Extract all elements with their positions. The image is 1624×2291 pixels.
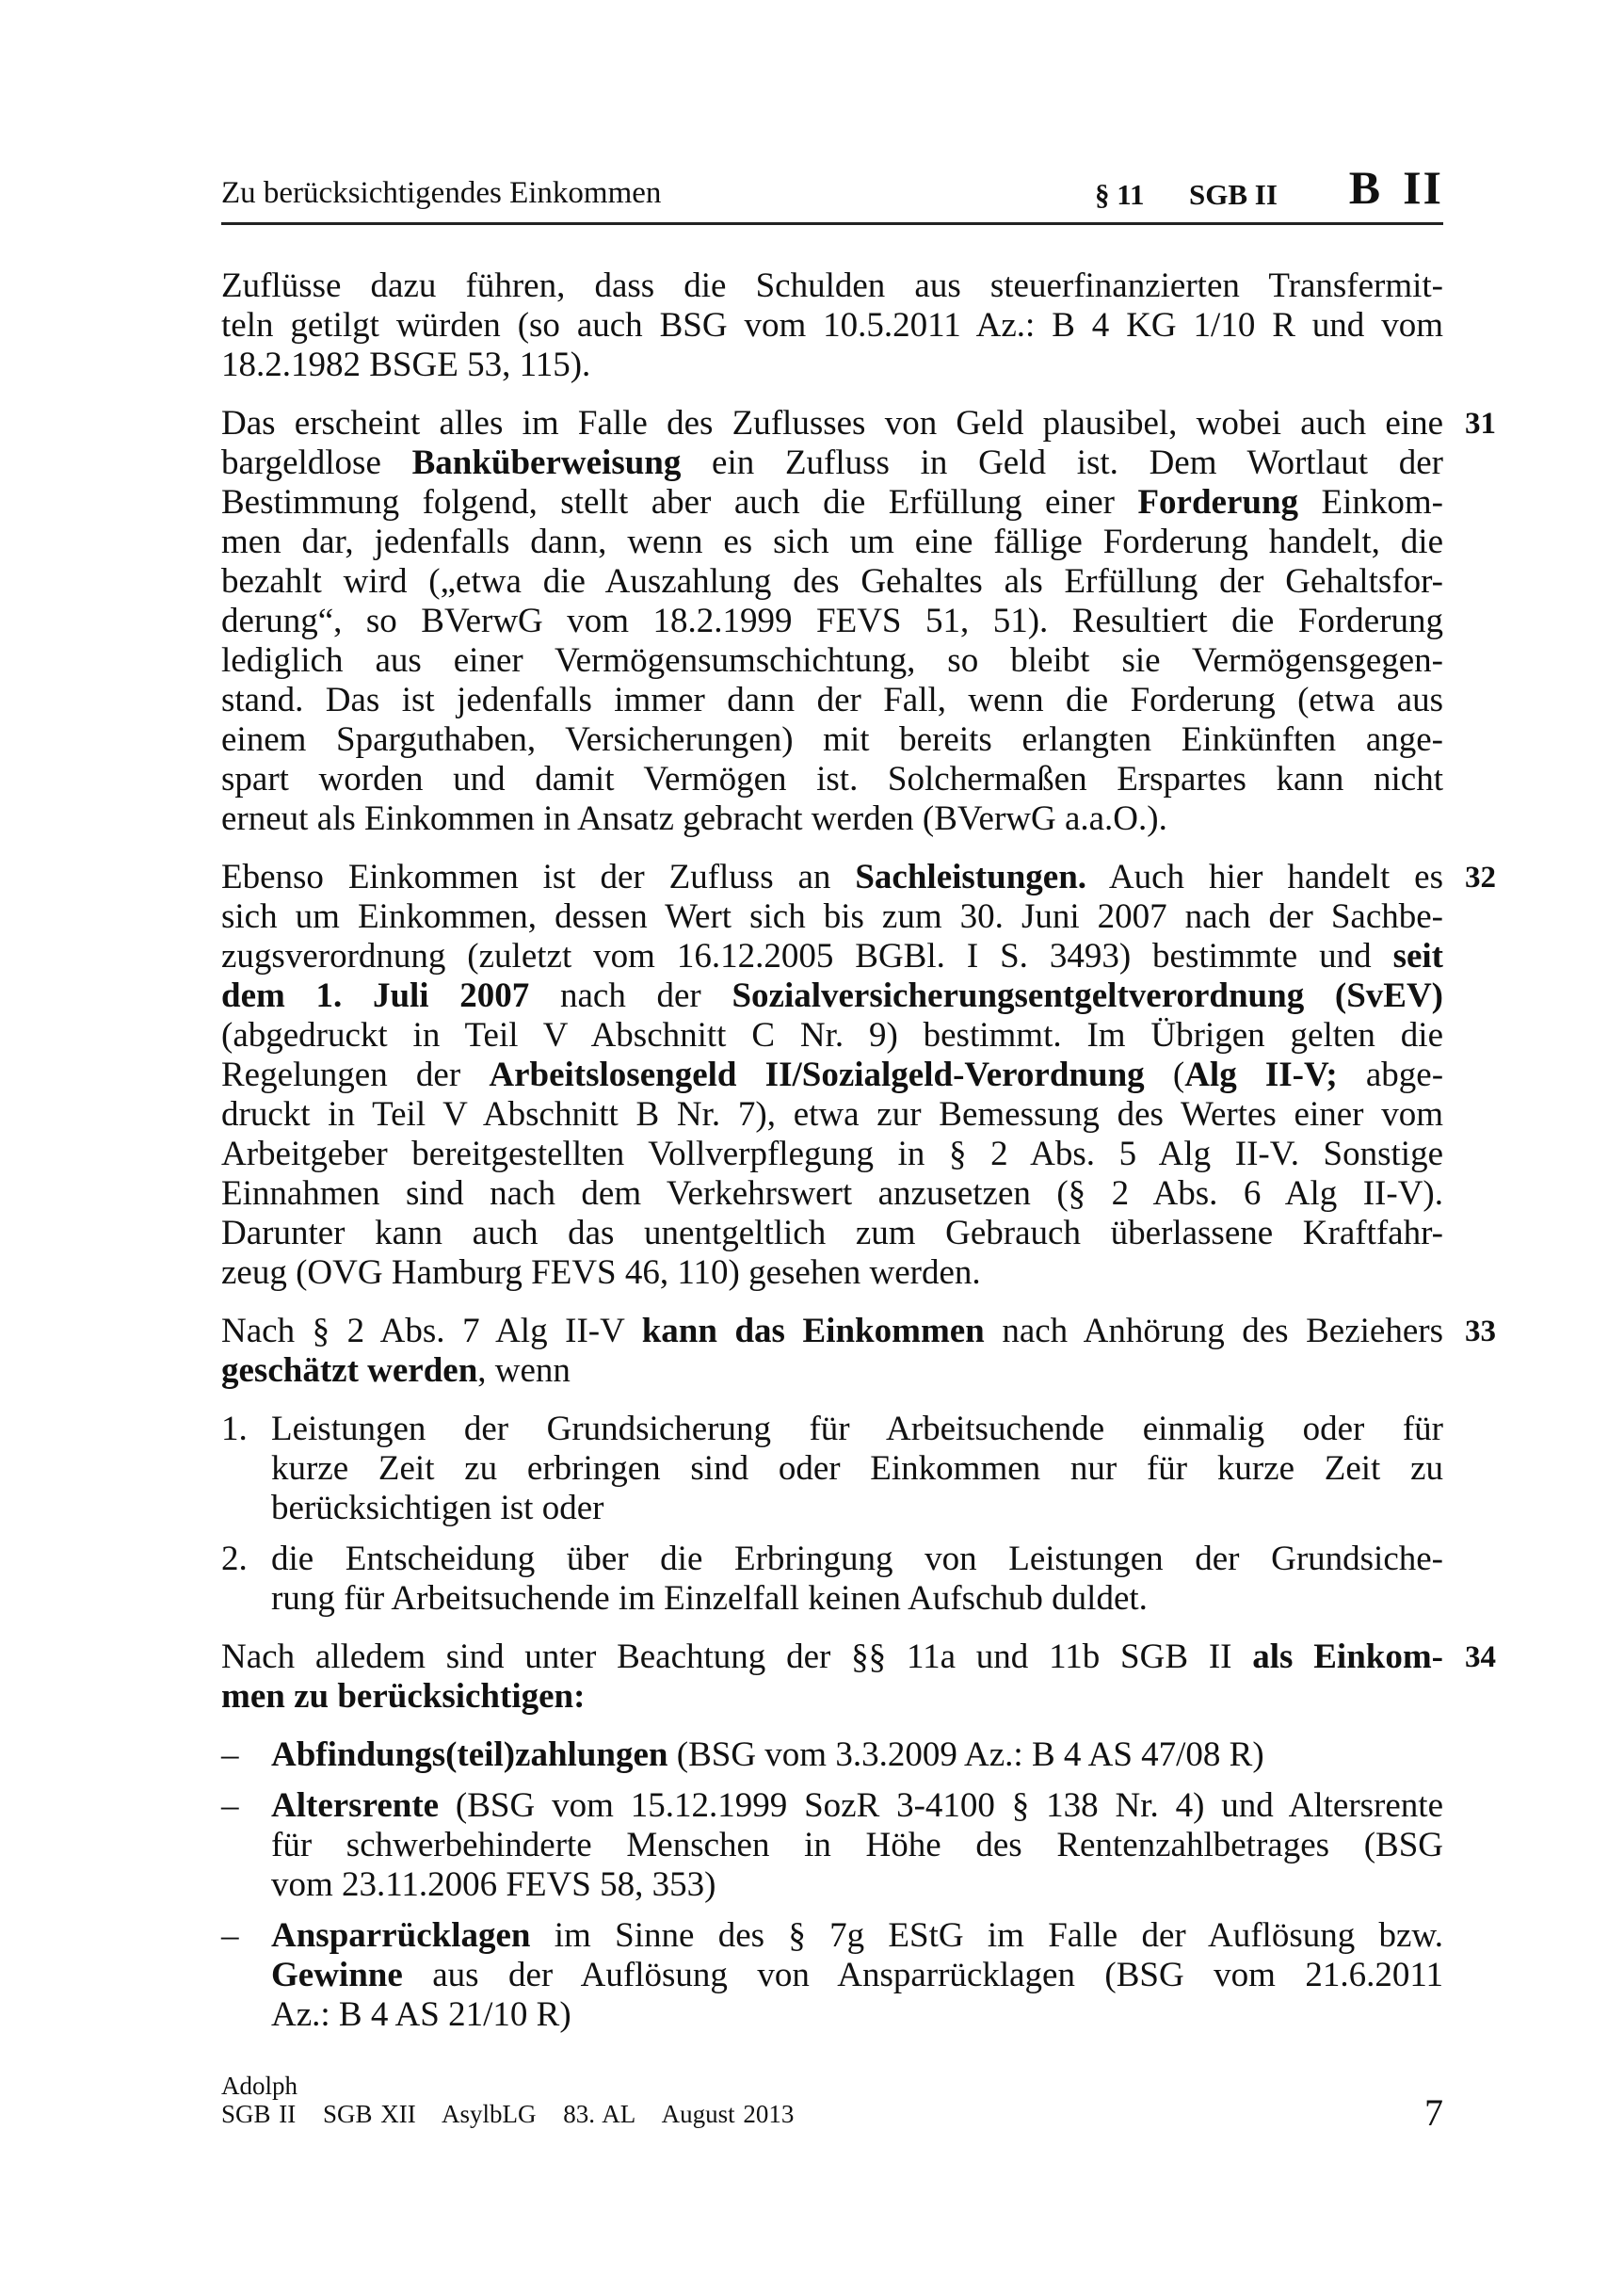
bold-term: Sachleistungen. xyxy=(855,858,1087,896)
text-run: spart worden und damit Vermögen ist. Solchermaßen Erspartes kann nicht xyxy=(221,760,1443,799)
part-roman: II xyxy=(1403,161,1443,214)
list-marker: 2. xyxy=(221,1540,248,1578)
list-item xyxy=(221,1540,1443,1619)
paragraph xyxy=(221,858,1496,1293)
text-run: teln getilgt würden (so auch BSG vom 10.5.2011 Az.: B 4 KG 1/10 R und vom xyxy=(221,306,1443,345)
text-run: Nach alledem sind unter Beachtung der §§ 11a und 11b SGB II xyxy=(221,1638,1253,1676)
list-marker: – xyxy=(221,1916,239,1955)
text-run: Bestimmung folgend, stellt aber auch die Erfüllung einer xyxy=(221,483,1138,522)
text-run: für schwerbehinderte Menschen in Höhe des Rentenzahlbetrages (BSG xyxy=(271,1826,1443,1864)
list-marker: – xyxy=(221,1786,239,1825)
text-run: druckt in Teil V Abschnitt B Nr. 7), etwa zur Bemessung des Wertes einer vom xyxy=(221,1095,1443,1134)
text-run: ein Zufluss in Geld ist. Dem Wortlaut der xyxy=(681,444,1443,482)
text-line xyxy=(271,1995,1443,2035)
running-head-title: Zu berücksichtigendes Einkommen xyxy=(221,176,662,210)
text-line xyxy=(221,681,1443,720)
text-line xyxy=(271,1735,1443,1775)
list-item xyxy=(221,1916,1443,2035)
bold-term: Banküberweisung xyxy=(411,444,682,482)
text-line xyxy=(221,858,1443,897)
text-line xyxy=(221,1016,1443,1056)
text-run: lediglich aus einer Vermögensumschichtung, so bleibt sie Vermögensgegen- xyxy=(221,641,1443,680)
bold-term: geschätzt werden xyxy=(221,1351,478,1390)
text-line xyxy=(271,1579,1443,1619)
text-run: abge- xyxy=(1337,1056,1444,1094)
list xyxy=(221,1410,1443,1619)
running-head xyxy=(221,161,1443,217)
list-marker: 1. xyxy=(221,1410,248,1448)
text-run: Das erscheint alles im Falle des Zuflusses von Geld plausibel, wobei auch eine xyxy=(221,404,1443,443)
text-run: Arbeitgeber bereitgestellten Vollverpflegung in § 2 Abs. 5 Alg II-V. Sonstige xyxy=(221,1135,1443,1173)
text-line xyxy=(221,720,1443,760)
text-line xyxy=(271,1916,1443,1956)
text-line xyxy=(221,1135,1443,1174)
text-line xyxy=(221,760,1443,799)
page-number: 7 xyxy=(1424,2091,1443,2134)
list xyxy=(221,1735,1443,2035)
footer-series-item: 83. AL xyxy=(563,2100,636,2128)
text-run: (BSG vom 15.12.1999 SozR 3-4100 § 138 Nr. 4) und Altersrente xyxy=(439,1786,1443,1825)
text-line xyxy=(221,1638,1443,1677)
bold-term: Arbeitslosengeld II/Sozialgeld-Verordnung xyxy=(489,1056,1145,1094)
paragraph xyxy=(221,1312,1496,1391)
footer-author: Adolph xyxy=(221,2072,297,2100)
paragraph xyxy=(221,404,1496,839)
text-line xyxy=(271,1449,1443,1489)
bold-term: Forderung xyxy=(1137,483,1299,522)
footer-series-item: SGB II xyxy=(221,2100,297,2128)
text-line xyxy=(221,799,1443,839)
text-run: Nach § 2 Abs. 7 Alg II-V xyxy=(221,1312,642,1350)
text-line xyxy=(271,1826,1443,1865)
text-run: nach der xyxy=(529,976,732,1015)
text-line xyxy=(221,1312,1443,1351)
text-run: Az.: B 4 AS 21/10 R) xyxy=(271,1995,571,2034)
text-run: vom 23.11.2006 FEVS 58, 353) xyxy=(271,1865,716,1904)
text-line xyxy=(221,1056,1443,1095)
text-run: Darunter kann auch das unentgeltlich zum Gebrauch überlassene Kraftfahr- xyxy=(221,1214,1443,1252)
text-line xyxy=(221,404,1443,444)
text-run: die Entscheidung über die Erbringung von Leistungen der Grundsiche- xyxy=(271,1540,1443,1578)
text-line xyxy=(221,641,1443,681)
text-line xyxy=(271,1786,1443,1826)
bold-term: Altersrente xyxy=(271,1786,440,1825)
text-run: (abgedruckt in Teil V Abschnitt C Nr. 9) bestimmt. Im Übrigen gelten die xyxy=(221,1016,1443,1055)
text-line xyxy=(221,897,1443,937)
text-run: erneut als Einkommen in Ansatz gebracht werden (BVerwG a.a.O.). xyxy=(221,799,1167,838)
text-line xyxy=(221,1351,1443,1391)
text-line xyxy=(271,1410,1443,1449)
text-line xyxy=(271,1865,1443,1905)
text-line xyxy=(221,1214,1443,1253)
margin-number: 33 xyxy=(1465,1315,1496,1348)
text-run: , wenn xyxy=(477,1351,571,1390)
running-head-section: § 11 xyxy=(1095,178,1145,211)
text-run: (BSG vom 3.3.2009 Az.: B 4 AS 47/08 R) xyxy=(667,1735,1264,1774)
text-run: ( xyxy=(1144,1056,1185,1094)
text-run: bezahlt wird („etwa die Auszahlung des Gehaltes als Erfüllung der Gehaltsfor- xyxy=(221,562,1443,601)
text-line xyxy=(221,1253,1443,1293)
text-line xyxy=(221,562,1443,602)
bold-term: kann das Einkommen xyxy=(641,1312,985,1350)
text-run: Ebenso Einkommen ist der Zufluss an xyxy=(221,858,856,896)
text-run: aus der Auflösung von Ansparrücklagen (BSG vom 21.6.2011 xyxy=(402,1956,1443,1994)
margin-number: 31 xyxy=(1465,407,1496,441)
margin-number: 32 xyxy=(1465,861,1496,895)
bold-term: dem 1. Juli 2007 xyxy=(221,976,530,1015)
text-line xyxy=(221,602,1443,641)
list-item xyxy=(221,1410,1443,1528)
header-rule xyxy=(221,222,1443,225)
text-line xyxy=(221,266,1443,306)
bold-term: als Einkom- xyxy=(1252,1638,1444,1676)
text-run: berücksichtigen ist oder xyxy=(271,1489,604,1527)
text-line xyxy=(221,346,1443,385)
running-head-part xyxy=(1348,161,1443,214)
part-letter: B xyxy=(1348,161,1383,214)
list-marker: – xyxy=(221,1735,239,1774)
text-line xyxy=(221,444,1443,483)
text-run: 18.2.1982 BSGE 53, 115). xyxy=(221,346,591,384)
text-line xyxy=(221,523,1443,562)
footer-series xyxy=(221,2100,1443,2128)
text-run: zeug (OVG Hamburg FEVS 46, 110) gesehen werden. xyxy=(221,1253,981,1292)
text-run: men dar, jedenfalls dann, wenn es sich um eine fällige Forderung handelt, die xyxy=(221,523,1443,561)
text-run: derung“, so BVerwG vom 18.2.1999 FEVS 51, 51). Resultiert die Forderung xyxy=(221,602,1443,640)
bold-term: men zu berücksichtigen: xyxy=(221,1677,586,1716)
text-run: kurze Zeit zu erbringen sind oder Einkommen nur für kurze Zeit zu xyxy=(271,1449,1443,1488)
text-run: bargeldlose xyxy=(221,444,412,482)
bold-term: Abfindungs(teil)zahlungen xyxy=(271,1735,668,1774)
bold-term: Ansparrücklagen xyxy=(271,1916,531,1955)
bold-term: Alg II-V; xyxy=(1184,1056,1338,1094)
text-run: nach Anhörung des Beziehers xyxy=(984,1312,1443,1350)
text-run: rung für Arbeitsuchende im Einzelfall keinen Aufschub duldet. xyxy=(271,1579,1148,1618)
text-run: Auch hier handelt es xyxy=(1086,858,1443,896)
text-line xyxy=(221,1677,1443,1717)
text-line xyxy=(271,1489,1443,1528)
text-run: Leistungen der Grundsicherung für Arbeitsuchende einmalig oder für xyxy=(271,1410,1443,1448)
bold-term: seit xyxy=(1392,937,1443,976)
text-run: Einkom- xyxy=(1298,483,1444,522)
text-run: im Sinne des § 7g EStG im Falle der Auflösung bzw. xyxy=(530,1916,1443,1955)
text-line xyxy=(221,937,1443,976)
body-text xyxy=(221,266,1496,2054)
text-run: zugsverordnung (zuletzt vom 16.12.2005 BGBl. I S. 3493) bestimmte und xyxy=(221,937,1393,976)
paragraph xyxy=(221,1638,1496,1717)
text-line xyxy=(221,1095,1443,1135)
text-run: sich um Einkommen, dessen Wert sich bis zum 30. Juni 2007 nach der Sachbe- xyxy=(221,897,1443,936)
page-footer xyxy=(221,2072,1443,2134)
paragraph xyxy=(221,266,1443,385)
text-run: Zuflüsse dazu führen, dass die Schulden aus steuerfinanzierten Transfermit- xyxy=(221,266,1443,305)
margin-number: 34 xyxy=(1465,1640,1496,1674)
bold-term: Gewinne xyxy=(271,1956,403,1994)
text-run: Regelungen der xyxy=(221,1056,490,1094)
running-head-law: SGB II xyxy=(1189,178,1278,211)
footer-series-item: SGB XII xyxy=(323,2100,416,2128)
footer-series-item: AsylbLG xyxy=(442,2100,537,2128)
bold-term: Sozialversicherungsentgeltverordnung (SvEV) xyxy=(732,976,1443,1015)
text-run: Einnahmen sind nach dem Verkehrswert anzusetzen (§ 2 Abs. 6 Alg II-V). xyxy=(221,1174,1443,1213)
footer-series-item: August 2013 xyxy=(661,2100,795,2128)
text-line xyxy=(271,1540,1443,1579)
text-run: stand. Das ist jedenfalls immer dann der Fall, wenn die Forderung (etwa aus xyxy=(221,681,1443,719)
text-line xyxy=(221,976,1443,1016)
text-run: einem Sparguthaben, Versicherungen) mit bereits erlangten Einkünften ange- xyxy=(221,720,1443,759)
list-item xyxy=(221,1786,1443,1905)
text-line xyxy=(221,1174,1443,1214)
text-line xyxy=(271,1956,1443,1995)
text-line xyxy=(221,483,1443,523)
text-line xyxy=(221,306,1443,346)
list-item xyxy=(221,1735,1443,1775)
